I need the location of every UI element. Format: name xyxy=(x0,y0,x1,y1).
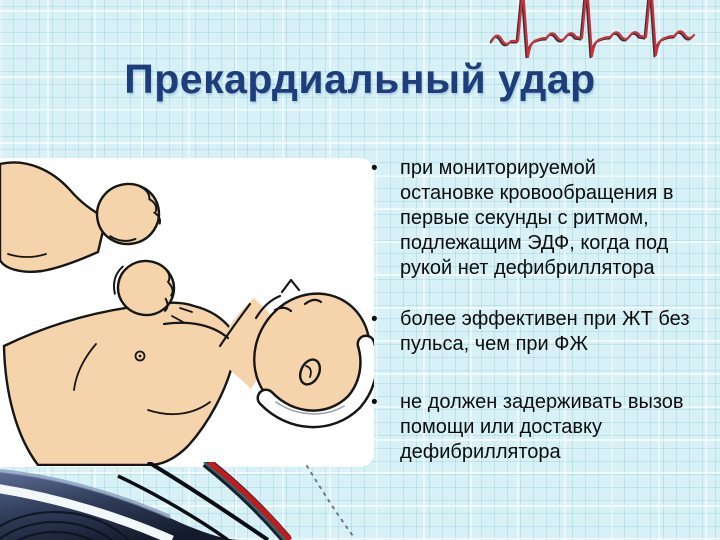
list-item xyxy=(366,156,692,281)
bullet-text: при мониторируемой остановке кровообращения в первые секунды с ритмом, подлежащим ЭДФ, когда под рукой нет дефибриллятора xyxy=(400,157,674,279)
bullet-marker: • xyxy=(371,309,378,330)
dashed-line-decoration xyxy=(295,462,365,540)
bullet-marker: • xyxy=(371,158,378,179)
bullet-text: более эффективен при ЖТ без пульса, чем при ФЖ xyxy=(400,308,690,355)
bullet-text: не должен задерживать вызов помощи или доставку дефибриллятора xyxy=(400,391,684,463)
bullet-marker: • xyxy=(371,392,378,413)
illustration-panel xyxy=(0,158,374,467)
bullet-list xyxy=(366,156,692,491)
list-item xyxy=(366,390,692,465)
precordial-thump-illustration xyxy=(0,158,374,466)
slide-title: Прекардиальный удар xyxy=(124,56,596,102)
ecg-trace-icon xyxy=(490,0,720,58)
list-item xyxy=(366,307,692,357)
